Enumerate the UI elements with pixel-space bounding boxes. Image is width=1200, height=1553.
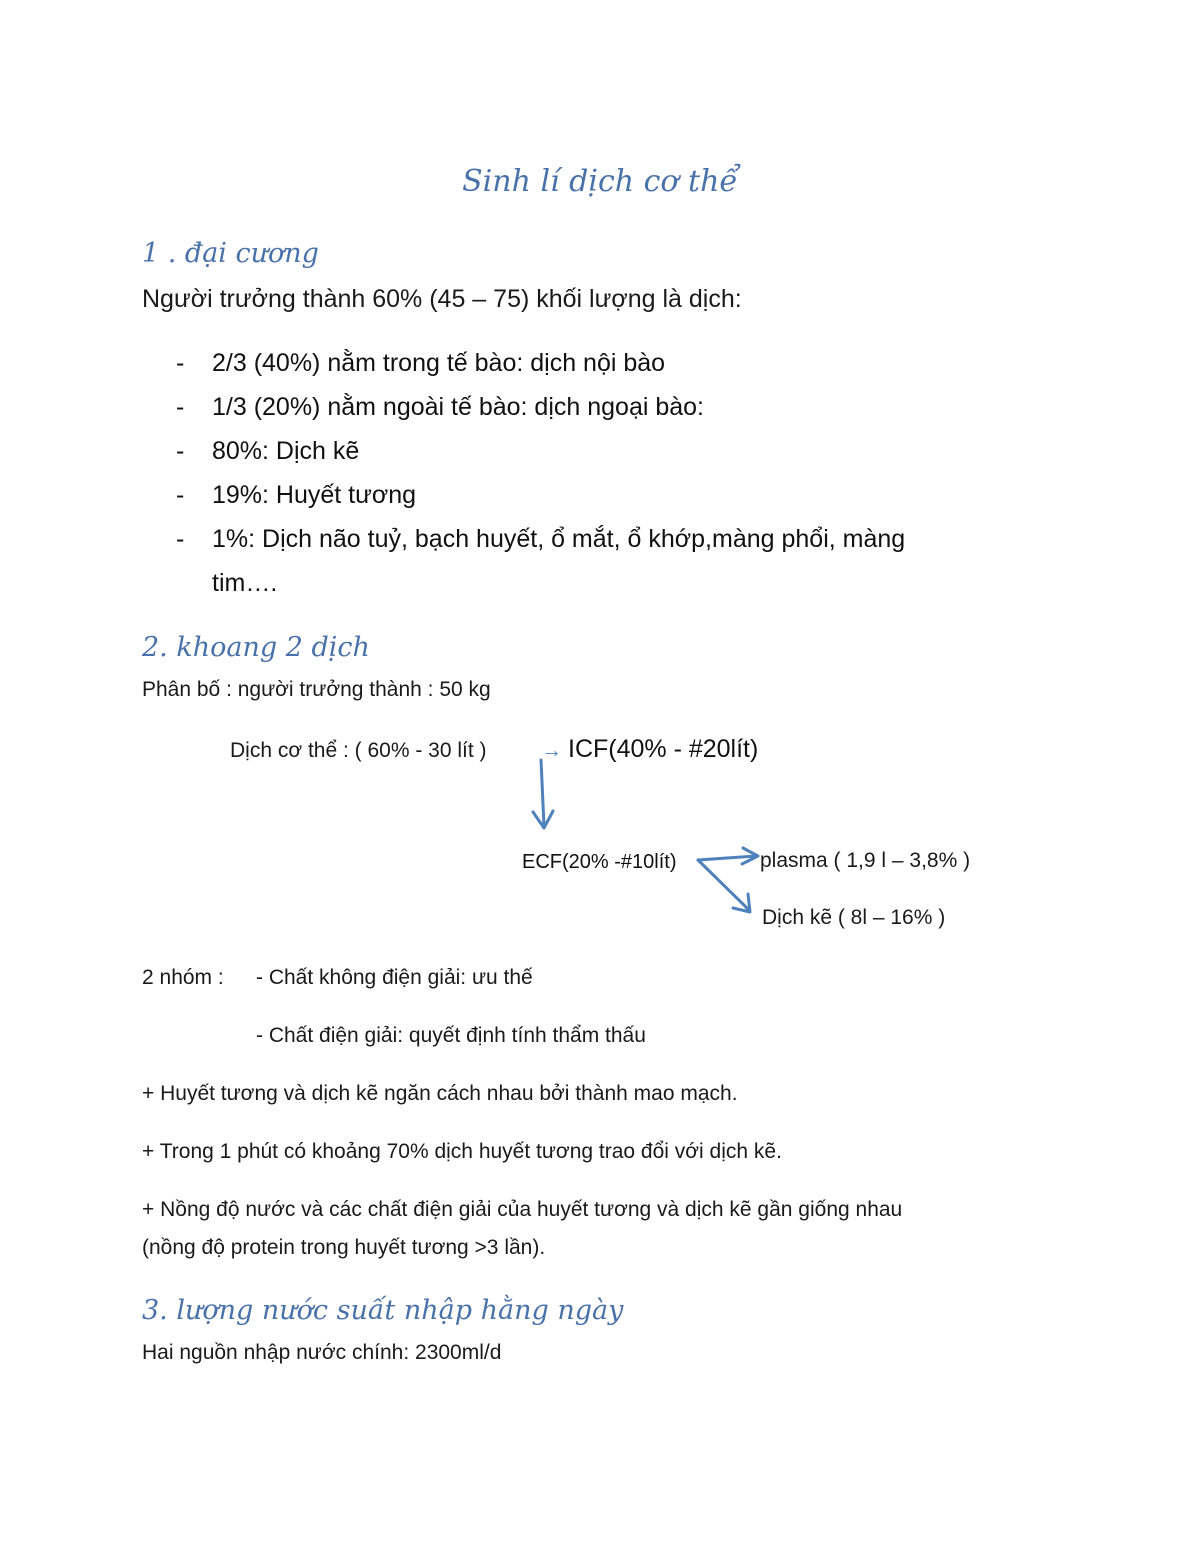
note-3-continuation: (nồng độ protein trong huyết tương >3 lần).: [142, 1236, 546, 1259]
interstitial-label: Dịch kẽ ( 8l – 16% ): [762, 906, 946, 929]
note-2: + Trong 1 phút có khoảng 70% dịch huyết tương trao đổi với dịch kẽ.: [142, 1140, 782, 1163]
list-item: 1/3 (20%) nằm ngoài tế bào: dịch ngoại bào:: [212, 393, 705, 421]
list-item: 80%: Dịch kẽ: [212, 437, 360, 465]
distribution-text: Phân bố : người trưởng thành : 50 kg: [142, 678, 491, 701]
arrow-to-interstitial-icon: [698, 860, 750, 912]
list-item: 19%: Huyết tương: [212, 481, 417, 509]
arrow-to-plasma-icon: [698, 848, 758, 864]
icf-label: ICF(40% - #20lít): [568, 735, 759, 763]
list-item: 1%: Dịch não tuỷ, bạch huyết, ổ mắt, ổ khớp,màng phổi, màng: [212, 525, 906, 553]
group-1: - Chất không điện giải: ưu thế: [256, 966, 533, 989]
group-2: - Chất điện giải: quyết định tính thẩm thấu: [256, 1024, 646, 1047]
bullet-dash: -: [176, 437, 185, 465]
note-3: + Nồng độ nước và các chất điện giải của huyết tương và dịch kẽ gần giống nhau: [142, 1198, 903, 1221]
page-title: Sinh lí dịch cơ thể: [462, 164, 738, 199]
arrow-down-icon: [533, 760, 553, 828]
section-1-intro: Người trưởng thành 60% (45 – 75) khối lượng là dịch:: [142, 285, 742, 313]
plasma-label: plasma ( 1,9 l – 3,8% ): [760, 849, 971, 872]
body-fluid-label: Dịch cơ thể : ( 60% - 30 lít ): [230, 739, 487, 762]
list-item: 2/3 (40%) nằm trong tế bào: dịch nội bào: [212, 349, 666, 377]
section-3-intro: Hai nguồn nhập nước chính: 2300ml/d: [142, 1341, 502, 1364]
bullet-dash: -: [176, 349, 185, 377]
list-item-continuation: tim….: [212, 569, 278, 597]
section-2-heading: 2. khoang 2 dịch: [142, 632, 370, 663]
section-3-heading: 3. lượng nước suất nhập hằng ngày: [142, 1295, 624, 1326]
ecf-label: ECF(20% -#10lít): [522, 851, 677, 873]
arrow-right-icon: →: [541, 739, 562, 762]
bullet-dash: -: [176, 393, 185, 421]
bullet-dash: -: [176, 525, 185, 553]
groups-label: 2 nhóm :: [142, 966, 224, 989]
section-1-heading: 1 . đại cương: [142, 238, 319, 269]
note-1: + Huyết tương và dịch kẽ ngăn cách nhau bởi thành mao mạch.: [142, 1082, 738, 1105]
bullet-dash: -: [176, 481, 185, 509]
